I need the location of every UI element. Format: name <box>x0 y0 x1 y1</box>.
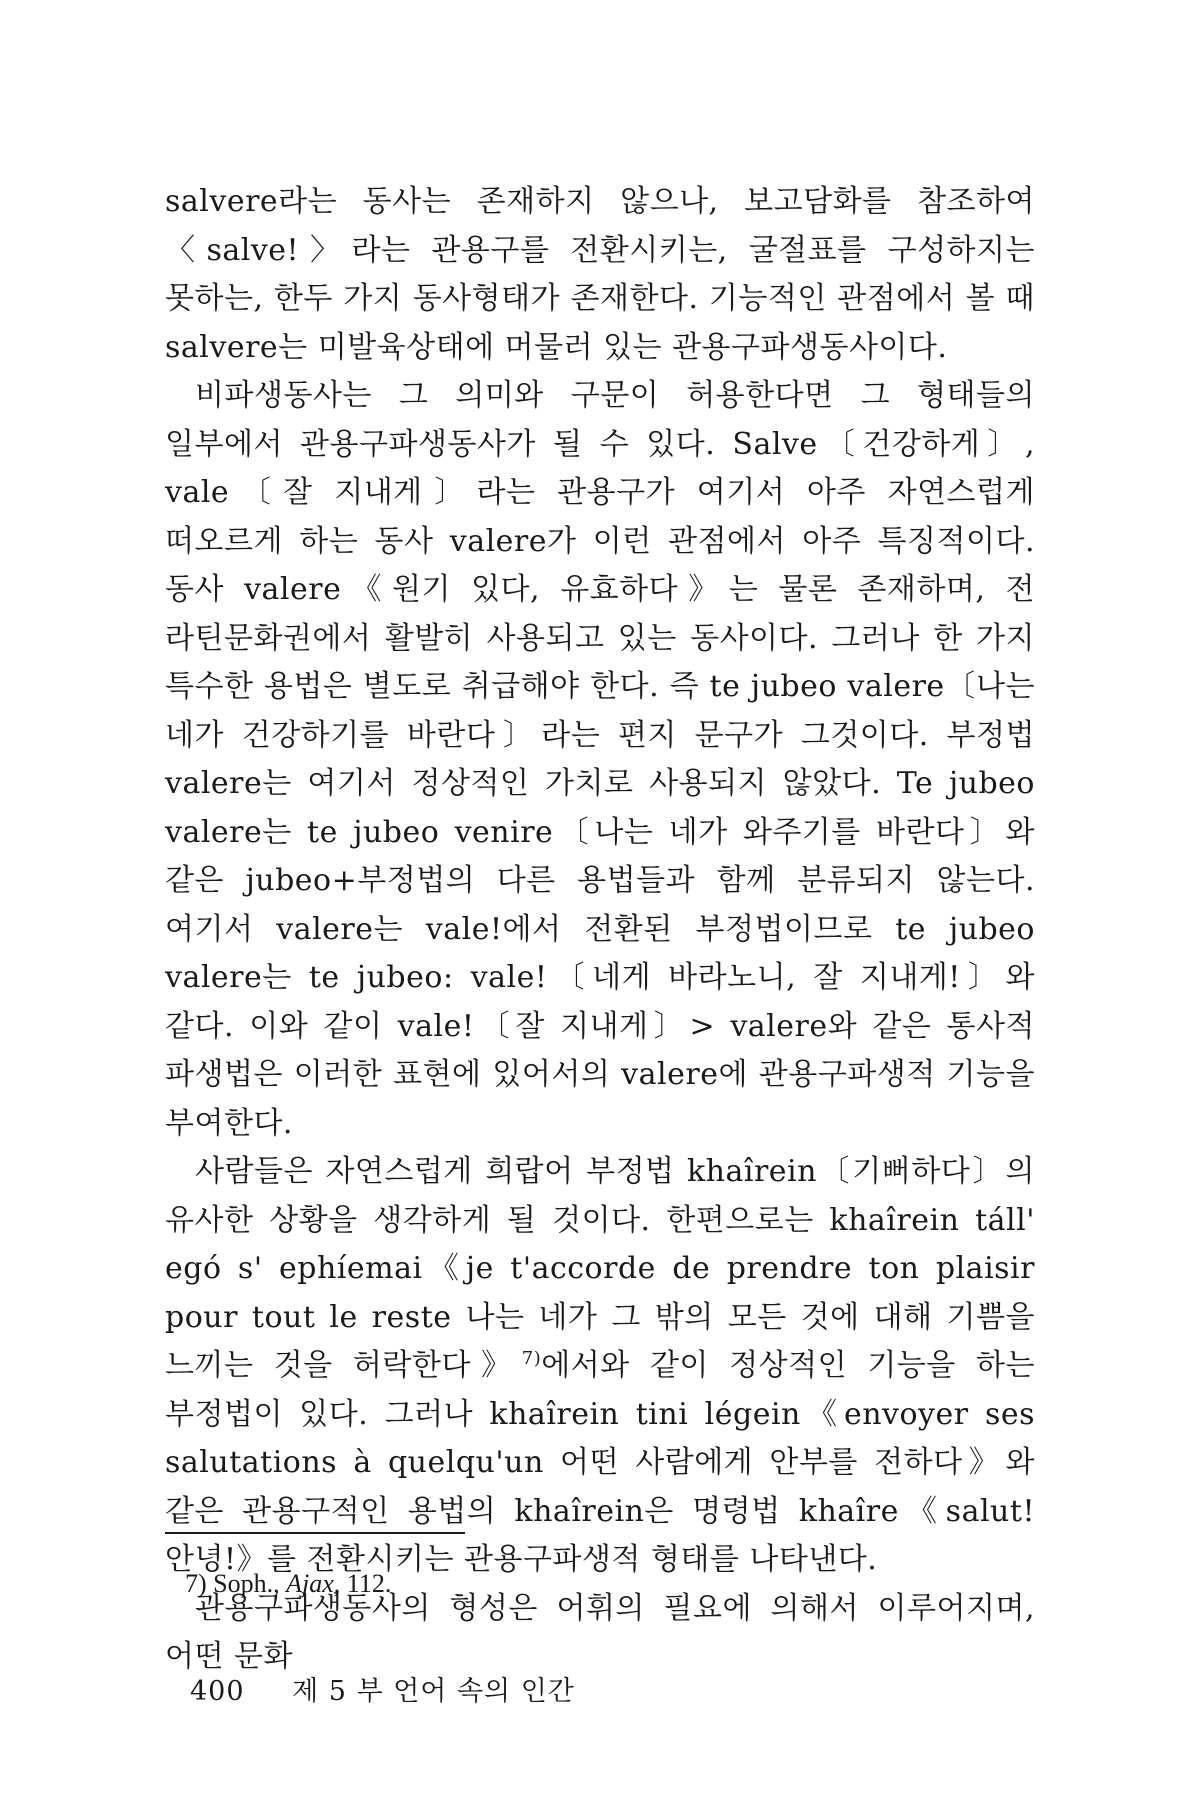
paragraph-3 <box>165 1148 1035 1585</box>
footnote-reference[interactable]: 7) <box>521 1348 542 1369</box>
paragraph-3-part-1: 사람들은 자연스럽게 희랍어 부정법 khaîrein〔기뻐하다〕의 유사한 상황을 생각하게 될 것이다. 한편으로는 khaîrein táll' egó s' ephíemai《je t'accorde de prendre ton plaisir pour tout le reste 나는 네가 그 밖의 모든 것에 대해 기쁨을 느끼는 것을 허락한다》 <box>165 1154 1035 1383</box>
footnote-page: 112. <box>346 1569 392 1598</box>
page-footer <box>190 1675 575 1709</box>
footnote-number: 7) <box>185 1569 207 1598</box>
running-footer-title: 제 5 부 언어 속의 인간 <box>292 1676 575 1707</box>
footnote-source: Soph., <box>213 1569 280 1598</box>
footnote-work-title: Ajax, <box>286 1569 341 1598</box>
page-number: 400 <box>190 1676 245 1707</box>
paragraph-3-part-2: 에서와 같이 정상적인 기능을 하는 부정법이 있다. 그러나 khaîrein tini légein《envoyer ses salutations à quelqu'un 어떤 사람에게 안부를 전하다》와 같은 관용구적인 용법의 khaîrein은 명령법 khaîre《salut! 안녕!》를 전환시키는 관용구파생적 형태를 나타낸다. <box>165 1348 1035 1577</box>
footnote-divider <box>165 1532 465 1534</box>
paragraph-4: 관용구파생동사의 형성은 어휘의 필요에 의해서 이루어지며, 어떤 문화 <box>165 1590 1035 1674</box>
footnote <box>185 1568 391 1600</box>
paragraph-1: salvere라는 동사는 존재하지 않으나, 보고담화를 참조하여 〈salve!〉라는 관용구를 전환시키는, 굴절표를 구성하지는 못하는, 한두 가지 동사형태가 존재한다. 기능적인 관점에서 볼 때 salvere는 미발육상태에 머물러 있는 관용구파생동사이다. <box>165 184 1035 365</box>
paragraph-2: 비파생동사는 그 의미와 구문이 허용한다면 그 형태들의 일부에서 관용구파생동사가 될 수 있다. Salve〔건강하게〕, vale〔잘 지내게〕라는 관용구가 여기서 아주 자연스럽게 떠오르게 하는 동사 valere가 이런 관점에서 아주 특징적이다. 동사 valere《원기 있다, 유효하다》는 물론 존재하며, 전 라틴문화권에서 활발히 사용되고 있는 동사이다. 그러나 한 가지 특수한 용법은 별도로 취급해야 한다. 즉 te jubeo valere〔나는 네가 건강하기를 바란다〕라는 편지 문구가 그것이다. 부정법 valere는 여기서 정상적인 가치로 사용되지 않았다. Te jubeo valere는 te jubeo venire〔나는 네가 와주기를 바란다〕와 같은 jubeo+부정법의 다른 용법들과 함께 분류되지 않는다. 여기서 valere는 vale!에서 전환된 부정법이므로 te jubeo valere는 te jubeo: vale!〔네게 바라노니, 잘 지내게!〕와 같다. 이와 같이 vale!〔잘 지내게〕> valere와 같은 통사적 파생법은 이러한 표현에 있어서의 valere에 관용구파생적 기능을 부여한다. <box>165 378 1035 1141</box>
body-text <box>165 178 1035 1682</box>
